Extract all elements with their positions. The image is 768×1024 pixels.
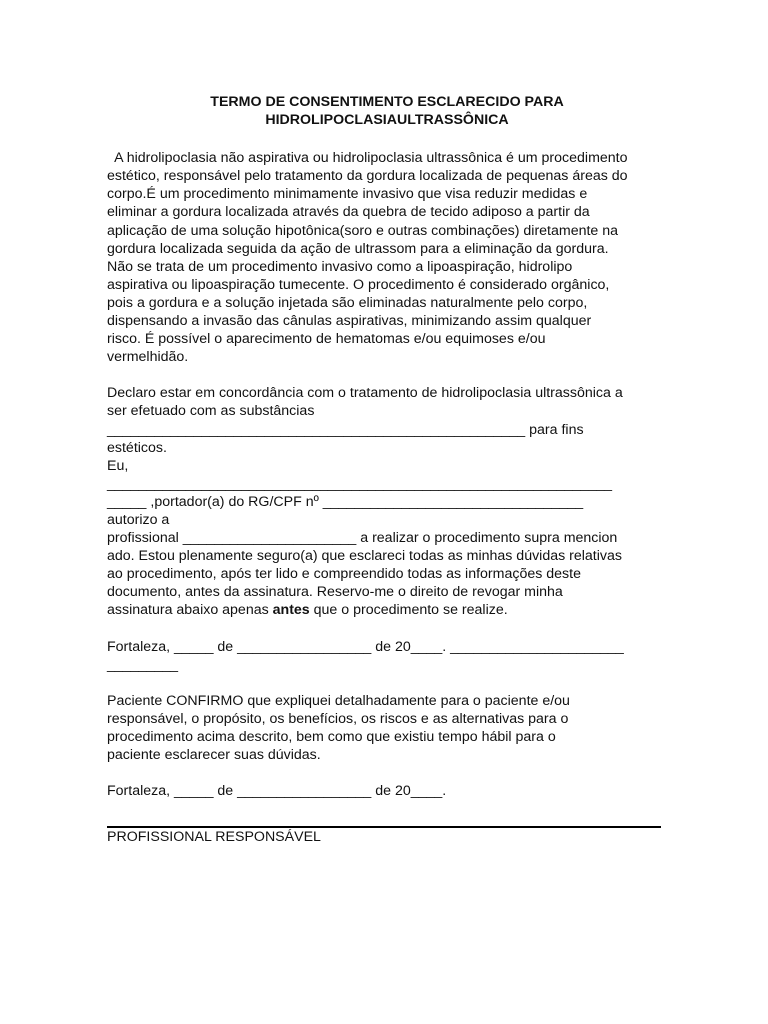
declaration-line: ado. Estou plenamente seguro(a) que esclareci todas as minhas dúvidas relativas xyxy=(107,548,622,565)
confirm-line: paciente esclarecer suas dúvidas. xyxy=(107,747,321,763)
title-line-1: TERMO DE CONSENTIMENTO ESCLARECIDO PARA xyxy=(210,94,564,110)
date-line-2: Fortaleza, _____ de _________________ de 20____. xyxy=(107,783,447,800)
declaration-line-last xyxy=(107,601,667,619)
declaration-paragraph xyxy=(107,384,667,619)
declaration-line: Declaro estar em concordância com o tratamento de hidrolipoclasia ultrassônica a xyxy=(107,385,623,402)
intro-line: Não se trata de um procedimento invasivo como a lipoaspiração, hidrolipo xyxy=(107,258,573,275)
intro-line: dispensando a invasão das cânulas aspirativas, minimizando assim qualquer xyxy=(107,313,592,330)
intro-line: risco. É possível o aparecimento de hematomas e/ou equimoses e/ou xyxy=(107,331,546,348)
declaration-line: documento, antes da assinatura. Reservo-me o direito de revogar minha xyxy=(107,584,563,601)
intro-line: gordura localizada seguida da ação de ultrassom para a eliminação da gordura. xyxy=(107,240,609,257)
rg-cpf-blank: _____ ,portador(a) do RG/CPF nº _________________________________ xyxy=(107,493,584,510)
intro-line: pois a gordura e a solução injetada são eliminadas naturalmente pelo corpo, xyxy=(107,294,588,311)
confirm-line: procedimento acima descrito, bem como que existiu tempo hábil para o xyxy=(107,728,556,745)
intro-line: eliminar a gordura localizada através da quebra de tecido adiposo a partir da xyxy=(107,204,590,221)
text-run: assinatura abaixo apenas xyxy=(107,602,273,619)
document-title xyxy=(107,94,667,129)
intro-line: aplicação de uma solução hipotônica(soro e outras combinações) diretamente na xyxy=(107,222,619,239)
intro-line: A hidrolipoclasia não aspirativa ou hidrolipoclasia ultrassônica é um procedimento xyxy=(107,150,628,167)
signature-label: PROFISSIONAL RESPONSÁVEL xyxy=(107,829,321,846)
intro-line: vermelhidão. xyxy=(107,349,189,366)
substances-blank: _____________________________________________________ para fins xyxy=(107,421,584,438)
professional-blank: profissional ______________________ a realizar o procedimento supra mencion xyxy=(107,530,618,547)
patient-date-signature xyxy=(107,638,667,674)
bold-word: antes xyxy=(272,602,310,619)
declaration-line: estéticos. xyxy=(107,439,167,456)
intro-line: estético, responsável pelo tratamento da gordura localizada de pequenas áreas do xyxy=(107,168,628,185)
declaration-line: ser efetuado com as substâncias xyxy=(107,403,315,420)
declaration-line: autorizo a xyxy=(107,511,170,528)
intro-paragraph xyxy=(107,149,667,366)
declaration-line: Eu, xyxy=(107,457,129,474)
confirmation-paragraph xyxy=(107,692,667,764)
intro-line: aspirativa ou lipoaspiração tumecente. O procedimento é considerado orgânico, xyxy=(107,276,610,293)
text-run: que o procedimento se realize. xyxy=(309,602,508,619)
intro-line: corpo.É um procedimento minimamente invasivo que visa reduzir medidas e xyxy=(107,186,588,203)
confirm-line: responsável, o propósito, os benefícios, os riscos e as alternativas para o xyxy=(107,710,569,727)
title-line-2: HIDROLIPOCLASIAULTRASSÔNICA xyxy=(265,111,509,128)
patient-name-blank: ________________________________________________________________ xyxy=(107,475,612,492)
consent-document xyxy=(107,94,667,846)
signature-blank: _________ xyxy=(107,656,179,673)
date-line: Fortaleza, _____ de _________________ de 20____. ______________________ xyxy=(107,638,624,655)
declaration-line: ao procedimento, após ter lido e compreendido todas as informações deste xyxy=(107,566,581,583)
confirm-line: Paciente CONFIRMO que expliquei detalhadamente para o paciente e/ou xyxy=(107,692,570,709)
